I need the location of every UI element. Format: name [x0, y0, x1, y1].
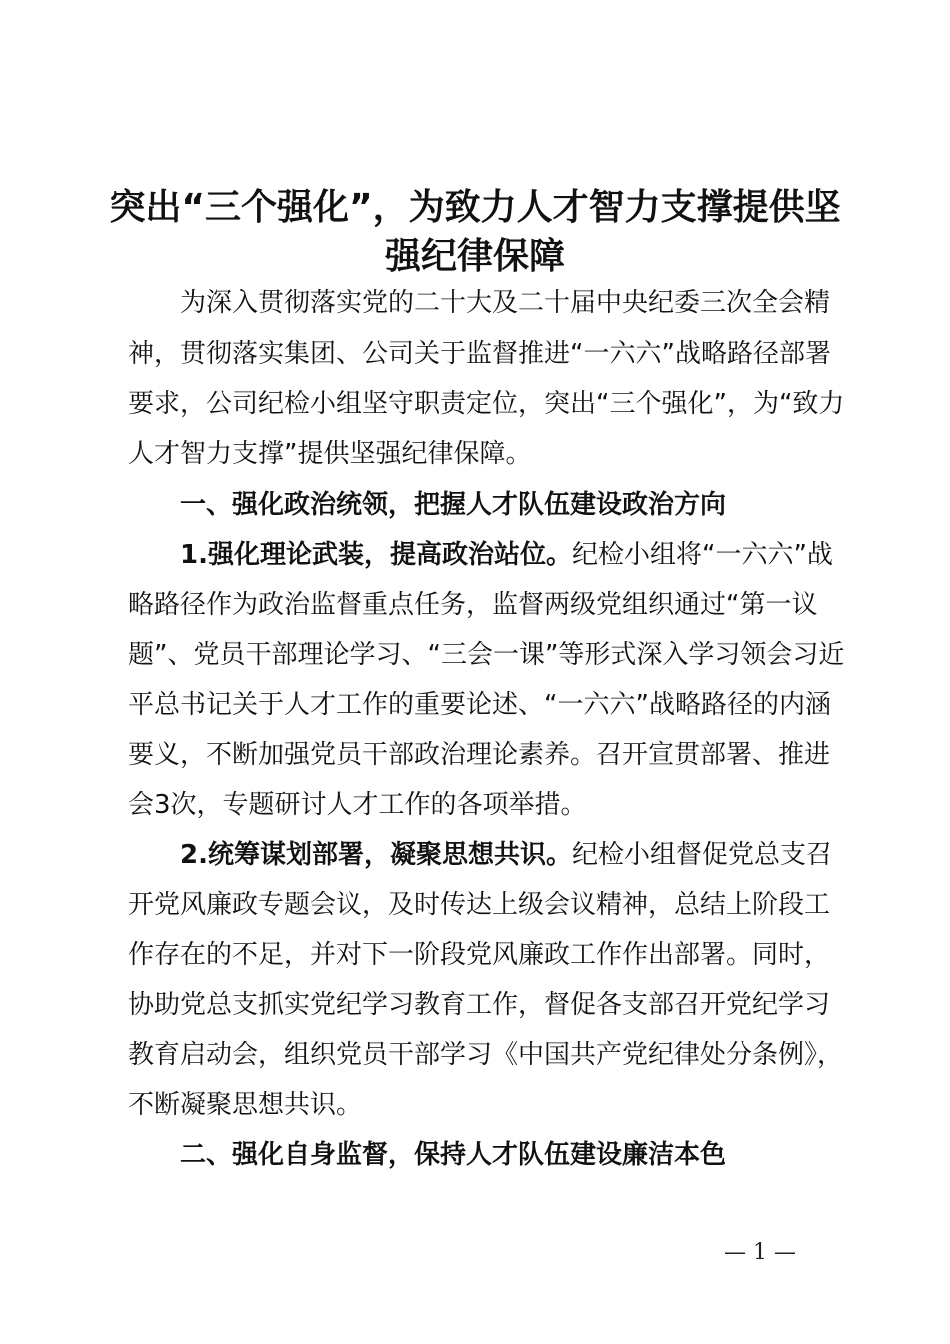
section-1-heading: 一、强化政治统领，把握人才队伍建设政治方向 — [180, 490, 727, 520]
page-number: — 1 — — [724, 1240, 796, 1265]
item-1-line: 平总书记关于人才工作的重要论述、“一六六”战略路径的内涵 — [128, 690, 831, 720]
section-2-heading: 二、强化自身监督，保持人才队伍建设廉洁本色 — [180, 1140, 727, 1170]
intro-line: 为深入贯彻落实党的二十大及二十届中央纪委三次全会精 — [180, 288, 831, 318]
item-1-line: 略路径作为政治监督重点任务，监督两级党组织通过“第一议 — [128, 590, 818, 620]
item-2-line: 作存在的不足，并对下一阶段党风廉政工作作出部署。同时， — [128, 940, 831, 970]
item-2-line: 教育启动会，组织党员干部学习《中国共产党纪律处分条例》， — [128, 1040, 844, 1070]
item-1-lead: 1.强化理论武装，提高政治站位。 — [180, 540, 572, 570]
item-1-first-line — [180, 537, 902, 573]
item-1-line: 题”、党员干部理论学习、“三会一课”等形式深入学习领会习近 — [128, 640, 845, 670]
intro-line: 人才智力支撑”提供坚强纪律保障。 — [128, 439, 532, 469]
item-1-line: 会3次，专题研讨人才工作的各项举措。 — [128, 790, 587, 820]
item-2-line: 协助党总支抓实党纪学习教育工作，督促各支部召开党纪学习 — [128, 990, 831, 1020]
item-2-line: 不断凝聚思想共识。 — [128, 1090, 363, 1120]
intro-line: 要求，公司纪检小组坚守职责定位，突出“三个强化”，为“致力 — [128, 389, 845, 419]
item-2-first-text: 纪检小组督促党总支召 — [571, 840, 832, 870]
item-2-line: 开党风廉政专题会议，及时传达上级会议精神，总结上阶段工 — [128, 890, 831, 920]
item-1-line: 要义，不断加强党员干部政治理论素养。召开宣贯部署、推进 — [128, 740, 831, 770]
document-title-line-2: 强纪律保障 — [384, 236, 565, 277]
document-title-line-1: 突出“三个强化”，为致力人才智力支撑提供坚 — [109, 187, 841, 228]
intro-line: 神，贯彻落实集团、公司关于监督推进“一六六”战略路径部署 — [128, 339, 831, 369]
item-2-lead: 2.统筹谋划部署，凝聚思想共识。 — [180, 840, 572, 870]
item-1-first-text: 纪检小组将“一六六”战 — [571, 540, 833, 570]
item-2-first-line — [180, 837, 902, 873]
